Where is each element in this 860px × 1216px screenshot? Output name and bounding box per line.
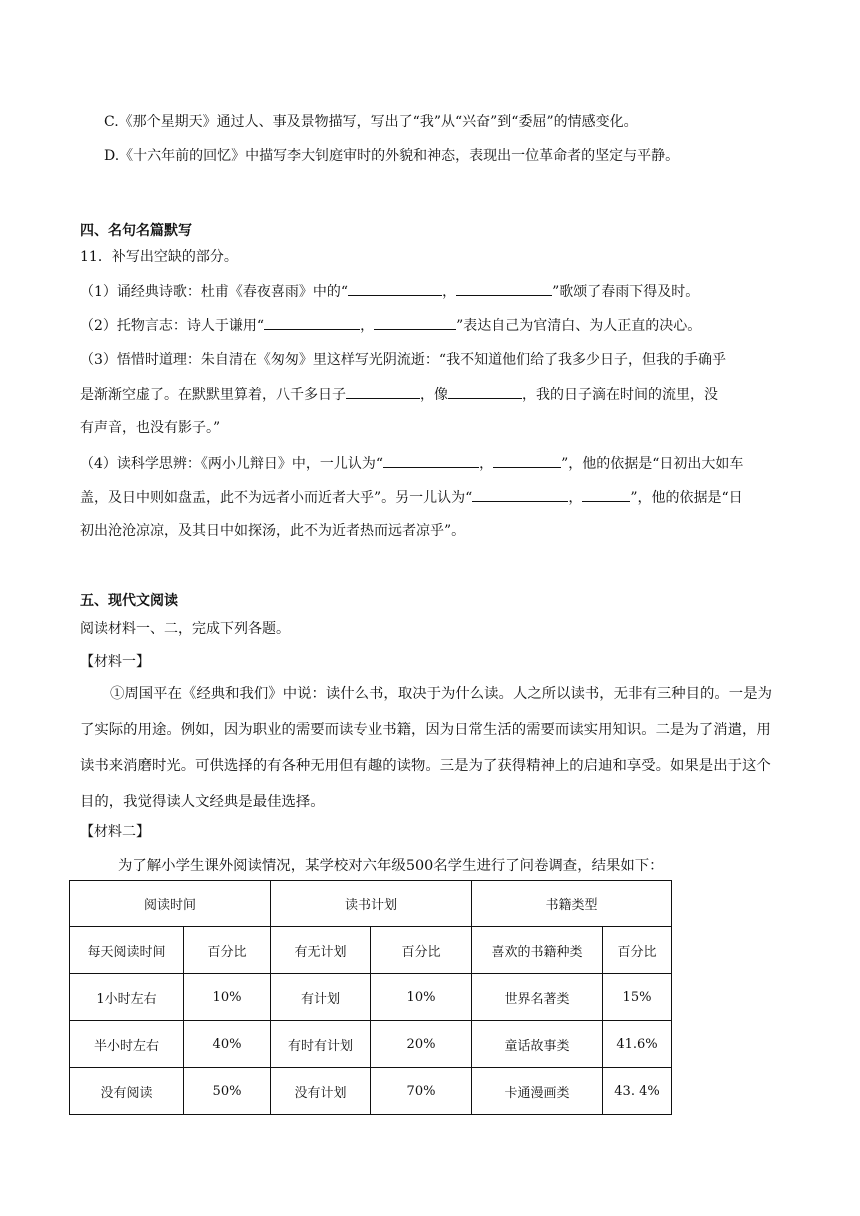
table-cell: 卡通漫画类 xyxy=(472,1068,603,1115)
table-group-row xyxy=(70,881,672,927)
table-header: 有无计划 xyxy=(271,927,371,974)
section-5-title: 五、现代文阅读 xyxy=(80,593,178,609)
table-header-row xyxy=(70,927,672,974)
question-11-intro: 11．补写出空缺的部分。 xyxy=(80,249,238,265)
survey-table xyxy=(69,880,672,1115)
table-cell: 50% xyxy=(184,1068,271,1115)
q3-text-a: 是渐渐空虚了。在默默里算着，八千多日子 xyxy=(80,387,346,403)
table-cell: 有时有计划 xyxy=(271,1021,371,1068)
material-2-intro: 为了解小学生课外阅读情况，某学校对六年级500名学生进行了问卷调查，结果如下： xyxy=(118,858,664,874)
q4-sep: ， xyxy=(568,490,583,506)
table-header: 喜欢的书籍种类 xyxy=(472,927,603,974)
table-cell: 70% xyxy=(371,1068,472,1115)
answer-blank[interactable] xyxy=(456,281,552,296)
table-cell: 40% xyxy=(184,1021,271,1068)
q4-sep: ， xyxy=(479,456,494,472)
group-reading-plan: 读书计划 xyxy=(271,881,472,927)
table-cell: 10% xyxy=(184,974,271,1021)
q4-text-d: ”，他的依据是“日 xyxy=(630,490,743,506)
table-cell: 1小时左右 xyxy=(70,974,184,1021)
table-header: 百分比 xyxy=(603,927,672,974)
table-header: 百分比 xyxy=(371,927,472,974)
question-11-part-4-line-1 xyxy=(80,453,743,474)
material-1-body: ①周国平在《经典和我们》中说：读什么书，取决于为什么读。人之所以读书，无非有三种目的。一是为了实际的用途。例如，因为职业的需要而读专业书籍，因为日常生活的需要而读实用知识。二是为了消遣，用读书来消磨时光。可供选择的有各种无用但有趣的读物。三是为了获得精神上的启迪和享受。如果是出于这个目的，我觉得读人文经典是最佳选择。 xyxy=(80,686,772,810)
answer-blank[interactable] xyxy=(346,384,420,399)
q1-sep: ， xyxy=(442,284,457,300)
table-row xyxy=(70,1021,672,1068)
table-header: 每天阅读时间 xyxy=(70,927,184,974)
group-book-type: 书籍类型 xyxy=(472,881,672,927)
material-2-label: 【材料二】 xyxy=(80,824,150,840)
q4-text-b: ”，他的依据是“日初出大如车 xyxy=(561,456,744,472)
option-d: D.《十六年前的回忆》中描写李大钊庭审时的外貌和神态，表现出一位革命者的坚定与平静。 xyxy=(104,148,680,164)
table-row xyxy=(70,974,672,1021)
q3-text-c: ，我的日子滴在时间的流里，没 xyxy=(522,387,718,403)
option-c: C.《那个星期天》通过人、事及景物描写，写出了“我”从“兴奋”到“委屈”的情感变化。 xyxy=(104,114,638,130)
q2-prefix: （2）托物言志：诗人于谦用“ xyxy=(80,318,265,334)
table-row xyxy=(70,1068,672,1115)
answer-blank[interactable] xyxy=(374,315,456,330)
q3-text-b: ，像 xyxy=(420,387,448,403)
section-4-title: 四、名句名篇默写 xyxy=(80,223,192,239)
q1-prefix: （1）诵经典诗歌：杜甫《春夜喜雨》中的“ xyxy=(80,284,349,300)
answer-blank[interactable] xyxy=(383,453,479,468)
question-11-part-1 xyxy=(80,281,699,302)
question-11-part-4-line-2 xyxy=(80,487,743,508)
table-cell: 有计划 xyxy=(271,974,371,1021)
question-11-part-3-line-1: （3）悟惜时道理：朱自清在《匆匆》里这样写光阴流逝：“我不知道他们给了我多少日子，但我的手确乎 xyxy=(80,352,727,368)
table-header: 百分比 xyxy=(184,927,271,974)
answer-blank[interactable] xyxy=(348,281,442,296)
answer-blank[interactable] xyxy=(448,384,522,399)
table-cell: 半小时左右 xyxy=(70,1021,184,1068)
q2-sep: ， xyxy=(360,318,375,334)
question-11-part-3-line-2 xyxy=(80,384,718,405)
answer-blank[interactable] xyxy=(264,315,360,330)
table-cell: 43. 4% xyxy=(603,1068,672,1115)
table-cell: 世界名著类 xyxy=(472,974,603,1021)
table-cell: 童话故事类 xyxy=(472,1021,603,1068)
material-1-label: 【材料一】 xyxy=(80,654,150,670)
table-cell: 10% xyxy=(371,974,472,1021)
answer-blank[interactable] xyxy=(472,487,568,502)
table-cell: 没有阅读 xyxy=(70,1068,184,1115)
q4-text-c: 盖，及日中则如盘盂，此不为远者小而近者大乎”。另一儿认为“ xyxy=(80,490,473,506)
q4-text-a: （4）读科学思辨：《两小儿辩日》中，一儿认为“ xyxy=(80,456,384,472)
question-11-part-4-line-3: 初出沧沧凉凉，及其日中如探汤，此不为近者热而远者凉乎”。 xyxy=(80,523,466,539)
section-5-intro: 阅读材料一、二，完成下列各题。 xyxy=(80,621,290,637)
material-1-text xyxy=(80,676,782,820)
table-cell: 41.6% xyxy=(603,1021,672,1068)
question-11-part-3-line-3: 有声音，也没有影子。” xyxy=(80,420,221,436)
answer-blank[interactable] xyxy=(582,487,630,502)
answer-blank[interactable] xyxy=(493,453,561,468)
table-cell: 20% xyxy=(371,1021,472,1068)
q1-suffix: ”歌颂了春雨下得及时。 xyxy=(552,284,700,300)
q2-suffix: ”表达自己为官清白、为人正直的决心。 xyxy=(456,318,702,334)
question-11-part-2 xyxy=(80,315,701,336)
group-reading-time: 阅读时间 xyxy=(70,881,271,927)
table-cell: 没有计划 xyxy=(271,1068,371,1115)
table-cell: 15% xyxy=(603,974,672,1021)
